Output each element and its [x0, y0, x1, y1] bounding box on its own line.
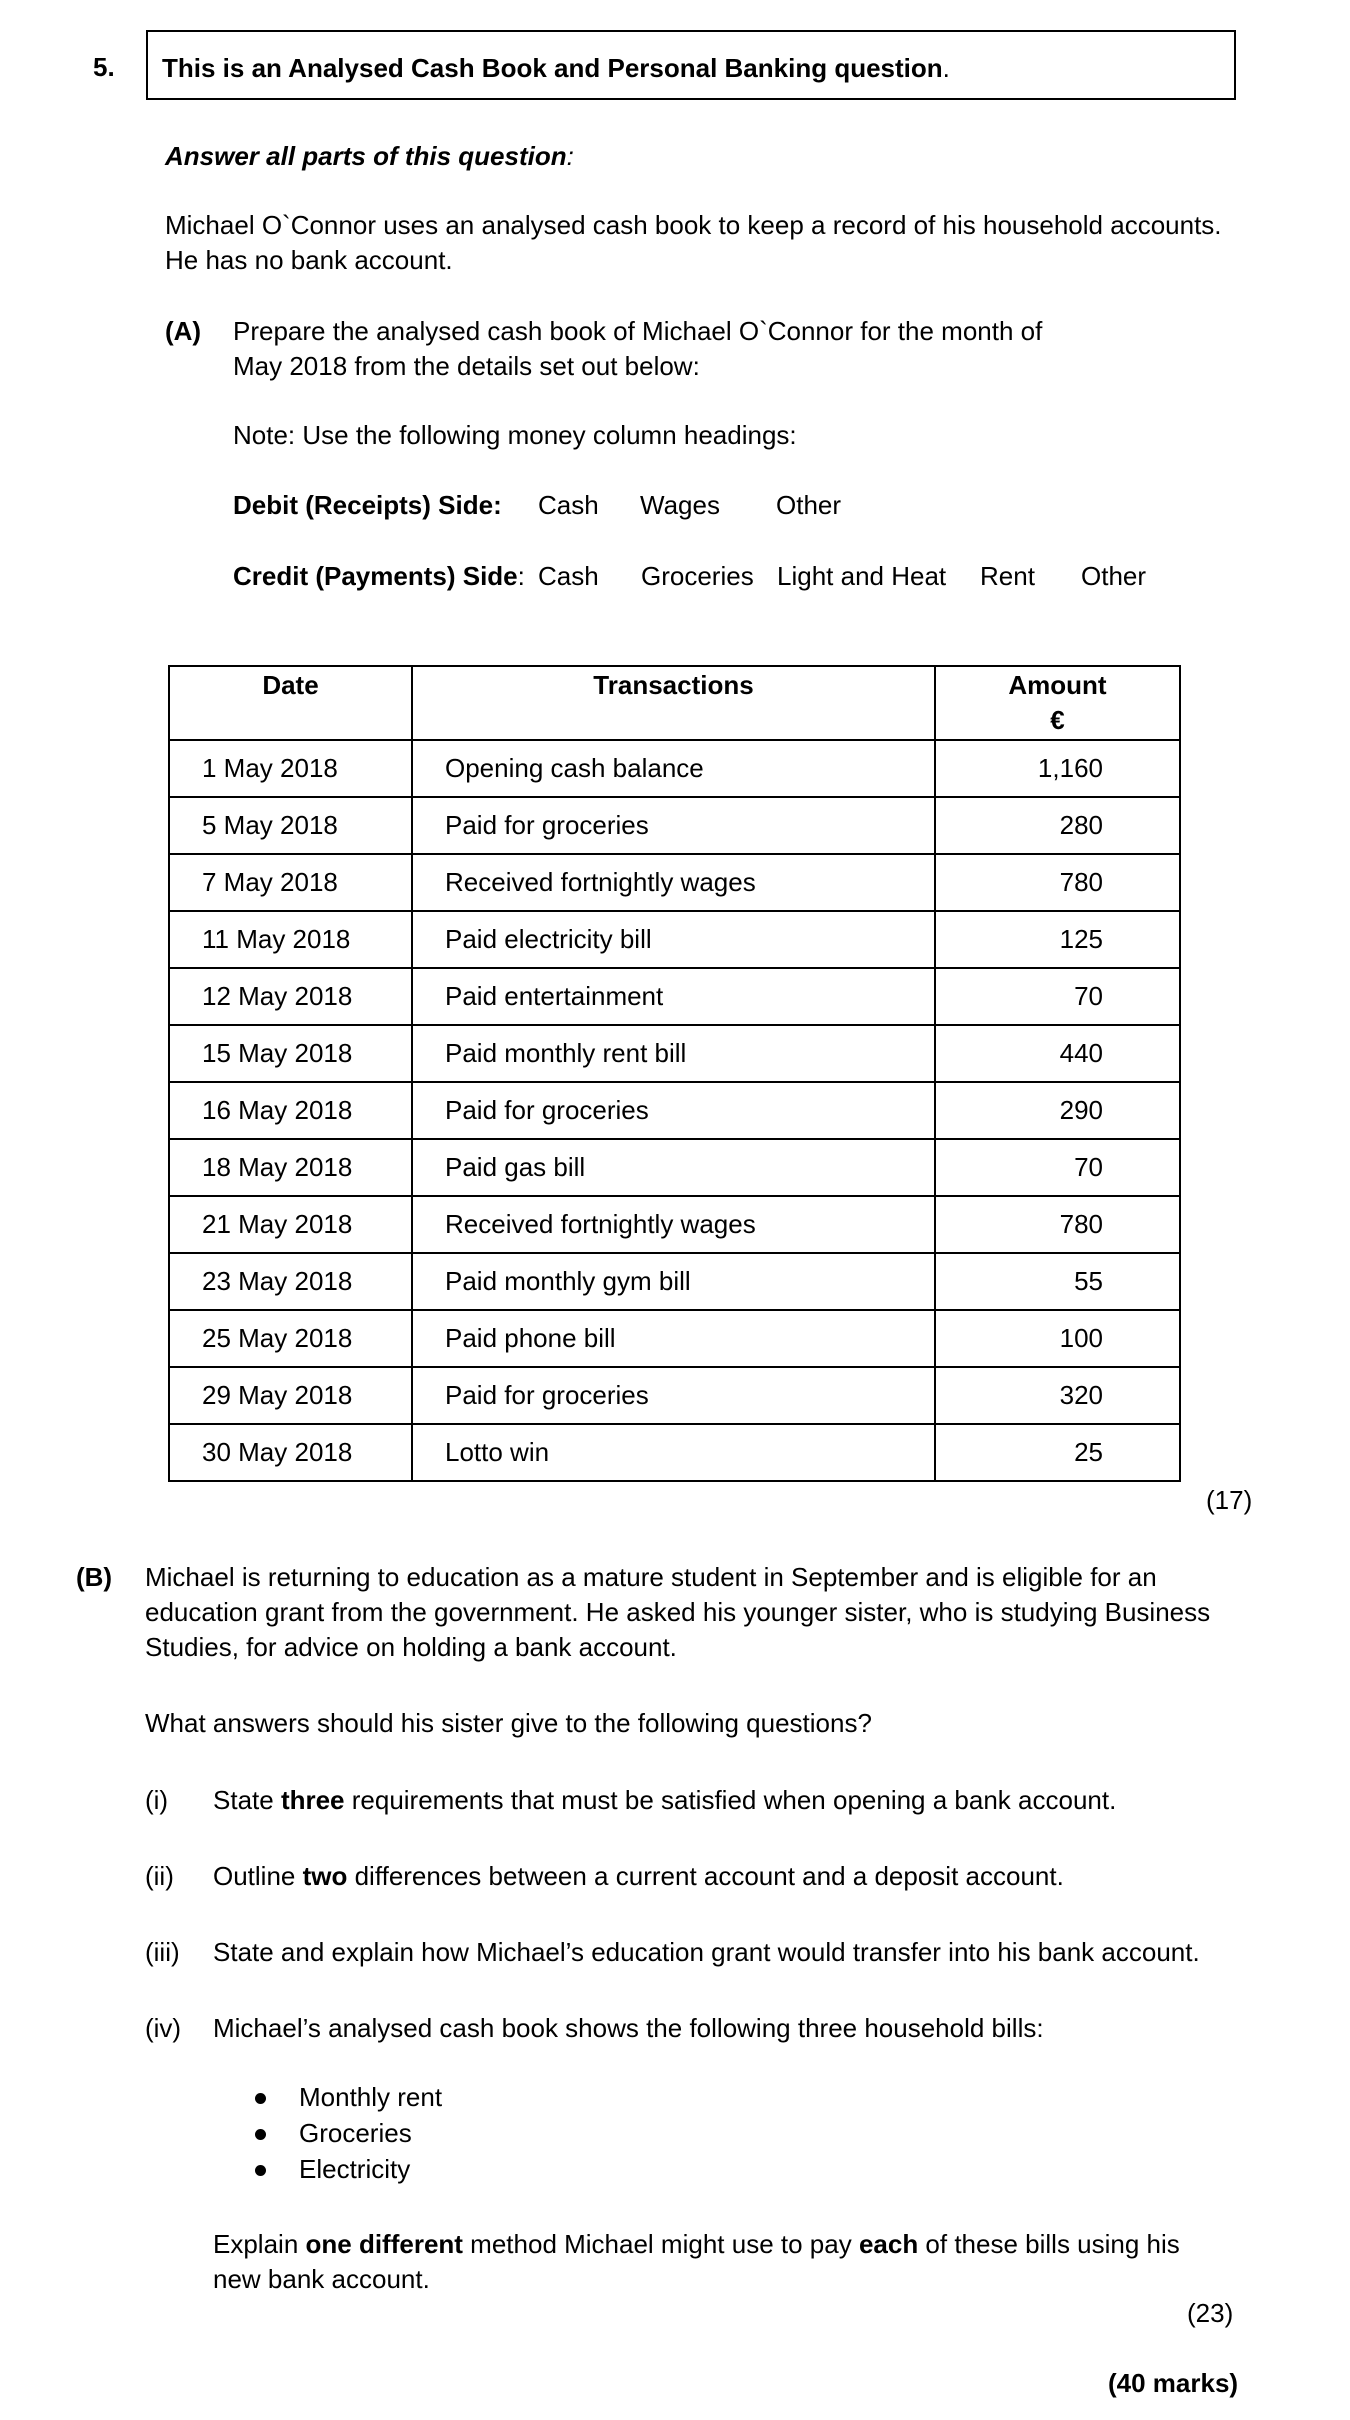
row-date: 11 May 2018 — [169, 911, 412, 968]
sub-question-iv: Michael’s analysed cash book shows the following three household bills: — [213, 2013, 1044, 2043]
sub-question-number: (i) — [145, 1785, 169, 1815]
instruction-colon: : — [566, 141, 574, 171]
row-amount: 1,160 — [935, 740, 1180, 797]
row-amount: 320 — [935, 1367, 1180, 1424]
explain-pre: Explain — [213, 2229, 306, 2259]
bullet-icon — [255, 2129, 266, 2140]
row-date: 12 May 2018 — [169, 968, 412, 1025]
sub-question-iii: State and explain how Michael’s education grant would transfer into his bank account. — [213, 1937, 1200, 1967]
sub-question-number: (iii) — [145, 1937, 180, 1967]
row-transaction: Paid for groceries — [412, 1367, 935, 1424]
credit-heading-other: Other — [1081, 561, 1147, 591]
part-b-line-1: Michael is returning to education as a mature student in September and is eligible for an — [145, 1562, 1157, 1592]
question-header-bold: This is an Analysed Cash Book and Personal Banking question — [162, 53, 943, 83]
row-transaction: Paid monthly rent bill — [412, 1025, 935, 1082]
explain-line-2: new bank account. — [213, 2264, 430, 2294]
column-header-amount-unit: € — [1050, 705, 1065, 735]
credit-heading-groceries: Groceries — [641, 561, 754, 591]
sub-question-i-bold: three — [280, 1785, 345, 1815]
row-date: 21 May 2018 — [169, 1196, 412, 1253]
row-amount: 70 — [935, 1139, 1180, 1196]
table-row — [169, 1196, 1180, 1253]
part-a-note: Note: Use the following money column headings: — [233, 420, 797, 450]
bullet-icon — [255, 2093, 266, 2104]
question-number: 5. — [93, 52, 115, 82]
sub-question-ii-bold: two — [302, 1861, 348, 1891]
explain-line-1 — [213, 2227, 1180, 2262]
row-transaction: Paid monthly gym bill — [412, 1253, 935, 1310]
part-a-marks: (17) — [1206, 1485, 1253, 1515]
part-b-prompt: What answers should his sister give to the following questions? — [145, 1708, 872, 1738]
explain-bold-1: one different — [305, 2229, 463, 2259]
sub-question-i-pre: State — [213, 1785, 281, 1815]
table-row — [169, 911, 1180, 968]
question-header-end: . — [942, 53, 950, 83]
row-amount: 280 — [935, 797, 1180, 854]
sub-question-number: (ii) — [145, 1861, 174, 1891]
question-header-box — [146, 30, 1236, 100]
intro-line-1: Michael O`Connor uses an analysed cash book to keep a record of his household accounts. — [165, 210, 1222, 240]
row-amount: 780 — [935, 1196, 1180, 1253]
part-b-line-2: education grant from the government. He asked his younger sister, who is studying Business — [145, 1597, 1211, 1627]
explain-mid: method Michael might use to pay — [462, 2229, 859, 2259]
bullet-icon — [255, 2165, 266, 2176]
debit-heading-wages: Wages — [640, 490, 720, 520]
table-row — [169, 1424, 1180, 1481]
part-a-label: (A) — [165, 316, 202, 346]
table-row — [169, 740, 1180, 797]
table-row — [169, 968, 1180, 1025]
table-row — [169, 1025, 1180, 1082]
credit-side-label-text: Credit (Payments) Side — [233, 561, 518, 591]
debit-heading-other: Other — [776, 490, 842, 520]
table-header-row — [169, 666, 1180, 740]
column-header-transactions — [412, 666, 935, 740]
intro-line-2: He has no bank account. — [165, 245, 453, 275]
explain-post: of these bills using his — [918, 2229, 1180, 2259]
row-amount: 125 — [935, 911, 1180, 968]
row-transaction: Received fortnightly wages — [412, 854, 935, 911]
part-b-marks: (23) — [1187, 2298, 1234, 2328]
row-date: 16 May 2018 — [169, 1082, 412, 1139]
table-row — [169, 1310, 1180, 1367]
row-transaction: Paid for groceries — [412, 1082, 935, 1139]
part-a-line-1: Prepare the analysed cash book of Michael O`Connor for the month of — [233, 316, 1043, 346]
debit-heading-cash: Cash — [538, 490, 599, 520]
table-row — [169, 1367, 1180, 1424]
sub-question-number: (iv) — [145, 2013, 182, 2043]
sub-question-ii-pre: Outline — [213, 1861, 303, 1891]
row-amount: 780 — [935, 854, 1180, 911]
row-transaction: Opening cash balance — [412, 740, 935, 797]
row-date: 29 May 2018 — [169, 1367, 412, 1424]
table-row — [169, 1253, 1180, 1310]
row-transaction: Paid electricity bill — [412, 911, 935, 968]
debit-side-label — [233, 488, 502, 523]
column-header-amount — [935, 666, 1180, 740]
question-header — [162, 51, 950, 86]
sub-question-ii — [213, 1859, 1064, 1894]
row-transaction: Paid for groceries — [412, 797, 935, 854]
row-date: 1 May 2018 — [169, 740, 412, 797]
table-row — [169, 1139, 1180, 1196]
transactions-table — [168, 665, 1181, 1482]
list-item — [255, 2152, 442, 2188]
sub-question-ii-post: differences between a current account and a deposit account. — [347, 1861, 1064, 1891]
column-header-date-text: Date — [262, 669, 319, 700]
column-header-amount-text: Amount — [1008, 669, 1107, 700]
part-b-label: (B) — [76, 1562, 113, 1592]
row-transaction: Paid entertainment — [412, 968, 935, 1025]
total-marks: (40 marks) — [1108, 2368, 1239, 2398]
bill-name: Electricity — [299, 2154, 411, 2184]
part-b-line-3: Studies, for advice on holding a bank account. — [145, 1632, 677, 1662]
credit-heading-cash: Cash — [538, 561, 599, 591]
credit-heading-light-and-heat: Light and Heat — [777, 561, 947, 591]
row-date: 23 May 2018 — [169, 1253, 412, 1310]
credit-side-label — [233, 559, 525, 594]
row-amount: 290 — [935, 1082, 1180, 1139]
row-amount: 440 — [935, 1025, 1180, 1082]
credit-heading-rent: Rent — [980, 561, 1035, 591]
table-row — [169, 797, 1180, 854]
instruction — [165, 139, 574, 174]
row-date: 25 May 2018 — [169, 1310, 412, 1367]
part-a-line-2: May 2018 from the details set out below: — [233, 351, 700, 381]
sub-question-i — [213, 1783, 1116, 1818]
list-item — [255, 2080, 442, 2116]
row-date: 7 May 2018 — [169, 854, 412, 911]
sub-question-i-post: requirements that must be satisfied when opening a bank account. — [344, 1785, 1117, 1815]
explain-bold-2: each — [858, 2229, 919, 2259]
row-transaction: Lotto win — [412, 1424, 935, 1481]
debit-side-colon: : — [493, 490, 502, 520]
bill-name: Groceries — [299, 2118, 412, 2148]
column-header-transactions-text: Transactions — [593, 669, 754, 700]
table-row — [169, 854, 1180, 911]
row-date: 15 May 2018 — [169, 1025, 412, 1082]
row-amount: 100 — [935, 1310, 1180, 1367]
row-amount: 25 — [935, 1424, 1180, 1481]
row-transaction: Received fortnightly wages — [412, 1196, 935, 1253]
credit-side-colon: : — [517, 561, 525, 591]
list-item — [255, 2116, 442, 2152]
instruction-text: Answer all parts of this question — [165, 141, 567, 171]
bills-list — [255, 2080, 442, 2188]
table-row — [169, 1082, 1180, 1139]
debit-side-label-text: Debit (Receipts) Side — [233, 490, 494, 520]
row-amount: 70 — [935, 968, 1180, 1025]
bill-name: Monthly rent — [299, 2082, 443, 2112]
column-header-date — [169, 666, 412, 740]
row-amount: 55 — [935, 1253, 1180, 1310]
row-date: 18 May 2018 — [169, 1139, 412, 1196]
row-date: 30 May 2018 — [169, 1424, 412, 1481]
row-date: 5 May 2018 — [169, 797, 412, 854]
row-transaction: Paid gas bill — [412, 1139, 935, 1196]
row-transaction: Paid phone bill — [412, 1310, 935, 1367]
